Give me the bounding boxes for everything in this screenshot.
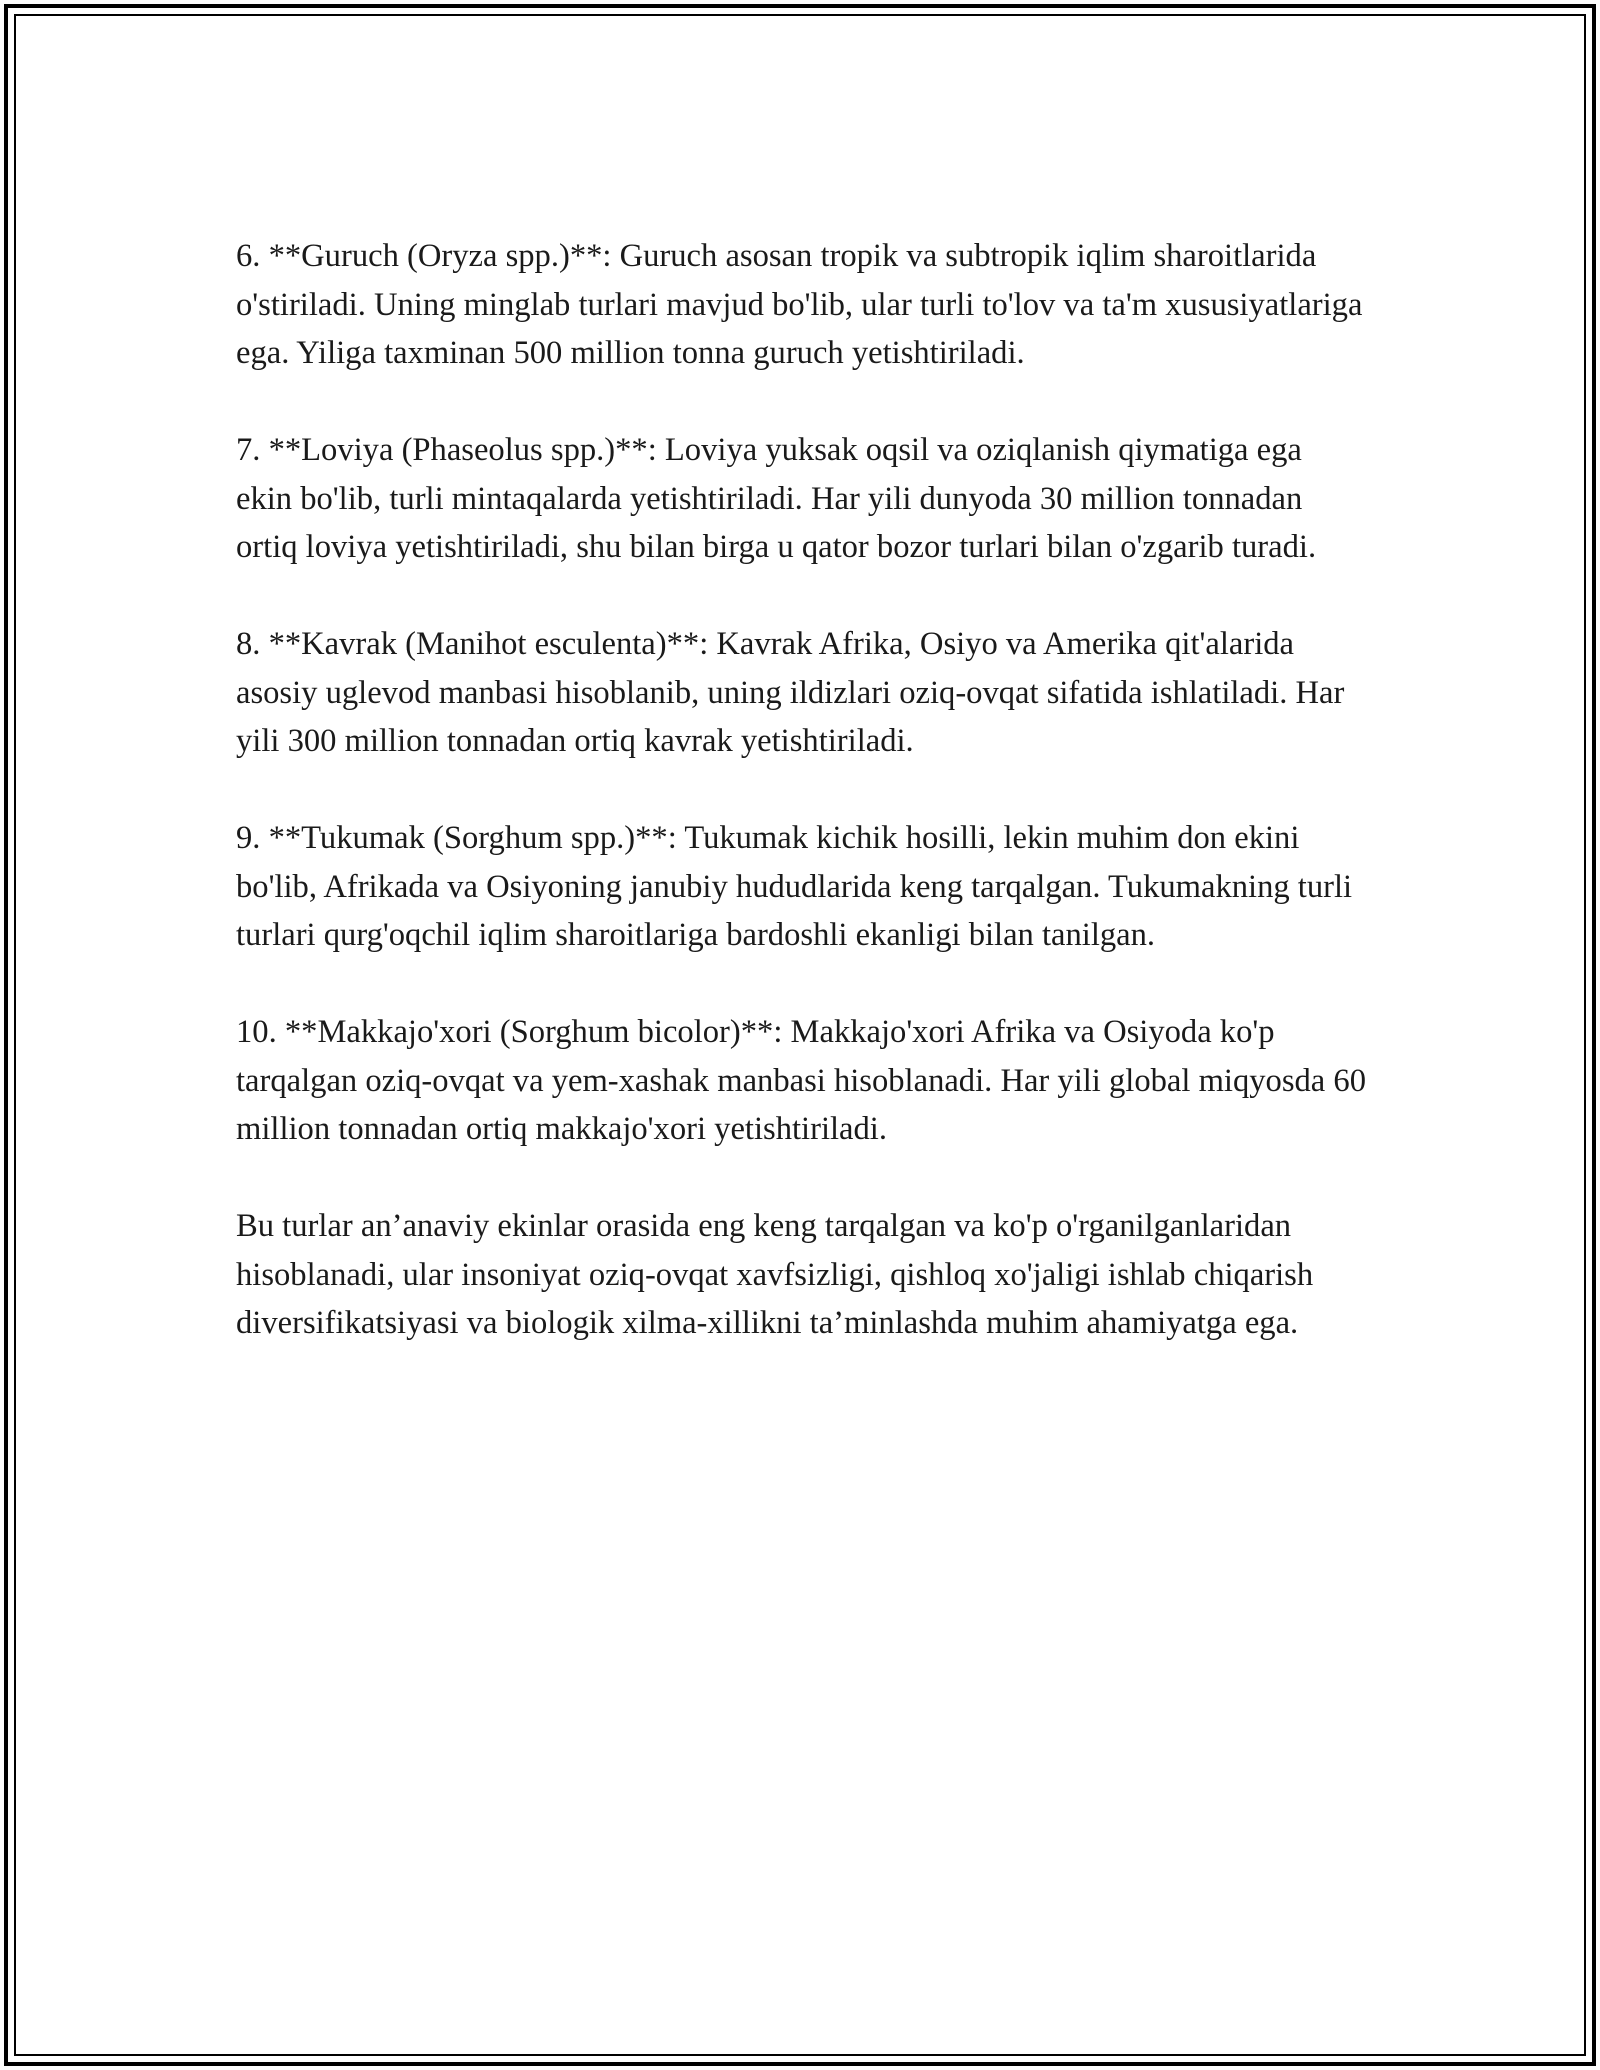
paragraph-rice: 6. **Guruch (Oryza spp.)**: Guruch asosan tropik va subtropik iqlim sharoitlarida o'stiriladi. Uning minglab turlari mavjud bo'lib, ular turli to'lov va ta'm xususiyatlariga ega. Yiliga taxminan 500 million tonna guruch yetishtiriladi. [236, 238, 1363, 371]
paragraph-beans: 7. **Loviya (Phaseolus spp.)**: Loviya yuksak oqsil va oziqlanish qiymatiga ega ekin bo'lib, turli mintaqalarda yetishtiriladi. Har yili dunyoda 30 million tonnadan ortiq loviya yetishtiriladi, shu bilan birga u qator bozor turlari bilan o'zgarib turadi. [236, 432, 1317, 565]
document-body [236, 232, 1366, 1396]
paragraph-cassava: 8. **Kavrak (Manihot esculenta)**: Kavrak Afrika, Osiyo va Amerika qit'alarida asosiy uglevod manbasi hisoblanib, uning ildizlari oziq-ovqat sifatida ishlatiladi. Har yili 300 million tonnadan ortiq kavrak yetishtiriladi. [236, 626, 1345, 759]
paragraph-sorghum: 9. **Tukumak (Sorghum spp.)**: Tukumak kichik hosilli, lekin muhim don ekini bo'lib, Afrikada va Osiyoning janubiy hududlarida keng tarqalgan. Tukumakning turli turlari qurg'oqchil iqlim sharoitlariga bardoshli ekanligi bilan tanilgan. [236, 820, 1353, 953]
paragraph-conclusion: Bu turlar an’anaviy ekinlar orasida eng keng tarqalgan va ko'p o'rganilganlaridan hisoblanadi, ular insoniyat oziq-ovqat xavfsizligi, qishloq xo'jaligi ishlab chiqarish diversifikatsiyasi va biologik xilma-xillikni ta’minlashda muhim ahamiyatga ega. [236, 1208, 1314, 1341]
paragraph-maize: 10. **Makkajo'xori (Sorghum bicolor)**: Makkajo'xori Afrika va Osiyoda ko'p tarqalgan oziq-ovqat va yem-xashak manbasi hisoblanadi. Har yili global miqyosda 60 million tonnadan ortiq makkajo'xori yetishtiriladi. [236, 1014, 1366, 1147]
